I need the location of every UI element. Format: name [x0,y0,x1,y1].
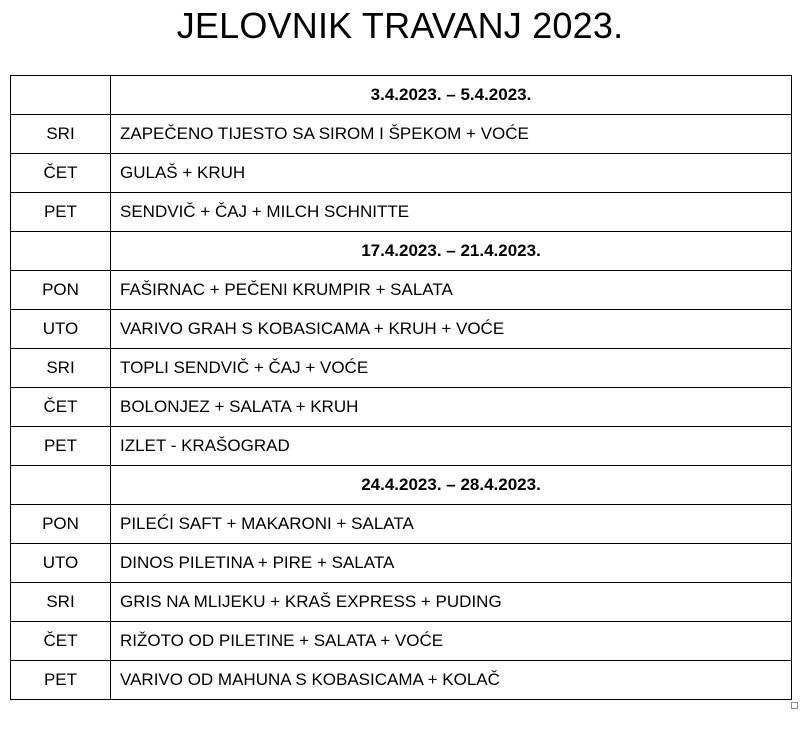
table-row [11,583,792,622]
menu-table [10,75,792,700]
day-label: SRI [11,583,111,622]
empty-day-cell [11,232,111,271]
meal-description: VARIVO OD MAHUNA S KOBASICAMA + KOLAČ [111,661,792,700]
week-header-row [11,76,792,115]
page-title: JELOVNIK TRAVANJ 2023. [176,5,624,46]
week-range: 24.4.2023. – 28.4.2023. [111,466,792,505]
table-row [11,388,792,427]
meal-description: PILEĆI SAFT + MAKARONI + SALATA [111,505,792,544]
day-label: SRI [11,115,111,154]
day-label: PET [11,427,111,466]
table-row [11,622,792,661]
week-range: 3.4.2023. – 5.4.2023. [111,76,792,115]
week-header-row [11,232,792,271]
day-label: ČET [11,622,111,661]
meal-description: BOLONJEZ + SALATA + KRUH [111,388,792,427]
meal-description: VARIVO GRAH S KOBASICAMA + KRUH + VOĆE [111,310,792,349]
empty-day-cell [11,76,111,115]
meal-description: SENDVIČ + ČAJ + MILCH SCHNITTE [111,193,792,232]
week-header-row [11,466,792,505]
table-row [11,427,792,466]
table-row [11,154,792,193]
meal-description: ZAPEČENO TIJESTO SA SIROM I ŠPEKOM + VOĆE [111,115,792,154]
empty-day-cell [11,466,111,505]
day-label: ČET [11,154,111,193]
day-label: PON [11,271,111,310]
table-resize-handle[interactable] [791,702,798,709]
meal-description: TOPLI SENDVIČ + ČAJ + VOĆE [111,349,792,388]
day-label: PET [11,193,111,232]
table-row [11,661,792,700]
day-label: PET [11,661,111,700]
day-label: UTO [11,544,111,583]
meal-description: GRIS NA MLIJEKU + KRAŠ EXPRESS + PUDING [111,583,792,622]
meal-description: GULAŠ + KRUH [111,154,792,193]
table-row [11,349,792,388]
table-row [11,193,792,232]
day-label: PON [11,505,111,544]
table-row [11,310,792,349]
day-label: UTO [11,310,111,349]
day-label: SRI [11,349,111,388]
week-range: 17.4.2023. – 21.4.2023. [111,232,792,271]
meal-description: RIŽOTO OD PILETINE + SALATA + VOĆE [111,622,792,661]
meal-description: FAŠIRNAC + PEČENI KRUMPIR + SALATA [111,271,792,310]
day-label: ČET [11,388,111,427]
table-row [11,505,792,544]
table-row [11,271,792,310]
table-row [11,115,792,154]
meal-description: IZLET - KRAŠOGRAD [111,427,792,466]
meal-description: DINOS PILETINA + PIRE + SALATA [111,544,792,583]
table-row [11,544,792,583]
